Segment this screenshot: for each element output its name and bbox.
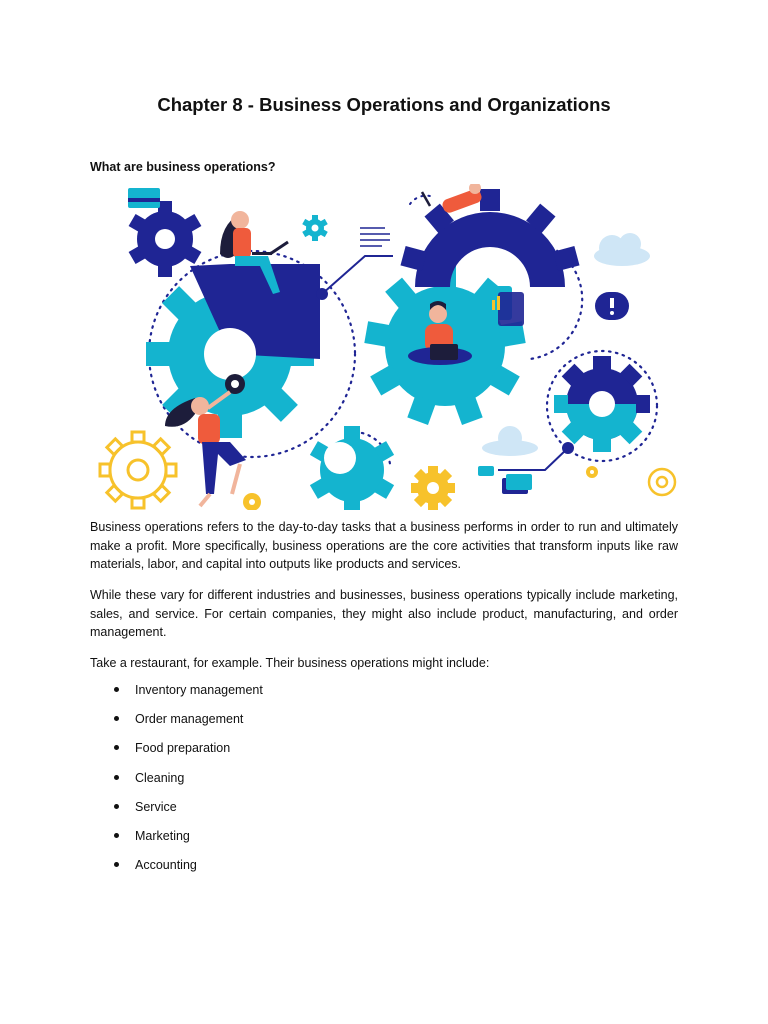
list-item xyxy=(110,768,263,797)
bullet-icon xyxy=(114,804,119,809)
list-item-text: Accounting xyxy=(135,858,197,873)
gear-bottom-teal xyxy=(310,426,394,510)
list-item xyxy=(110,709,263,738)
alert-icon xyxy=(595,292,629,320)
gears-teamwork-illustration xyxy=(90,184,680,510)
list-item xyxy=(110,738,263,767)
connector-dot xyxy=(316,288,328,300)
page-title: Chapter 8 - Business Operations and Organizations xyxy=(157,94,611,115)
list-item xyxy=(110,855,263,884)
bullet-icon xyxy=(114,775,119,780)
connector-dot xyxy=(562,442,574,454)
yellow-outline-gear-right xyxy=(649,469,675,495)
person-at-top-icon xyxy=(422,184,483,214)
bullet-icon xyxy=(114,716,119,721)
chart-card-icon xyxy=(486,286,524,326)
paragraph-1: Business operations refers to the day-to-day tasks that a business performs in order to run and ultimately make a profit. More specifically, business operations are the core activities that transform inputs like raw materials, labor, and capital into outputs like products and services. xyxy=(90,520,678,571)
list-item xyxy=(110,680,263,709)
section-heading: What are business operations? xyxy=(90,160,276,174)
small-gear-teal xyxy=(302,215,328,241)
bullet-icon xyxy=(114,862,119,867)
bullet-icon xyxy=(114,833,119,838)
list-item-text: Order management xyxy=(135,712,244,727)
document-lines-icon xyxy=(360,228,390,246)
yellow-gear-small-bottom xyxy=(243,493,261,510)
list-item xyxy=(110,797,263,826)
yellow-outline-gear-left xyxy=(100,432,176,508)
yellow-gear-middle xyxy=(411,466,455,510)
gear-right xyxy=(554,356,650,452)
list-item-text: Inventory management xyxy=(135,683,263,697)
small-gear-navy-topleft xyxy=(129,201,202,277)
paragraph-3: Take a restaurant, for example. Their business operations might include: xyxy=(90,656,490,670)
bullet-list xyxy=(110,680,263,884)
list-item-text: Service xyxy=(135,799,177,814)
paragraph-2: While these vary for different industries and businesses, business operations typically include marketing, sales, and service. For certain companies, they might also include product, manufacturing, and order management. xyxy=(90,588,678,639)
list-item-text: Food preparation xyxy=(135,741,231,756)
list-item-text: Marketing xyxy=(135,828,190,843)
bullet-icon xyxy=(114,745,119,750)
list-item-text: Cleaning xyxy=(135,770,185,785)
yellow-gear-small-right xyxy=(586,466,598,478)
bullet-icon xyxy=(114,687,119,692)
list-item xyxy=(110,826,263,855)
